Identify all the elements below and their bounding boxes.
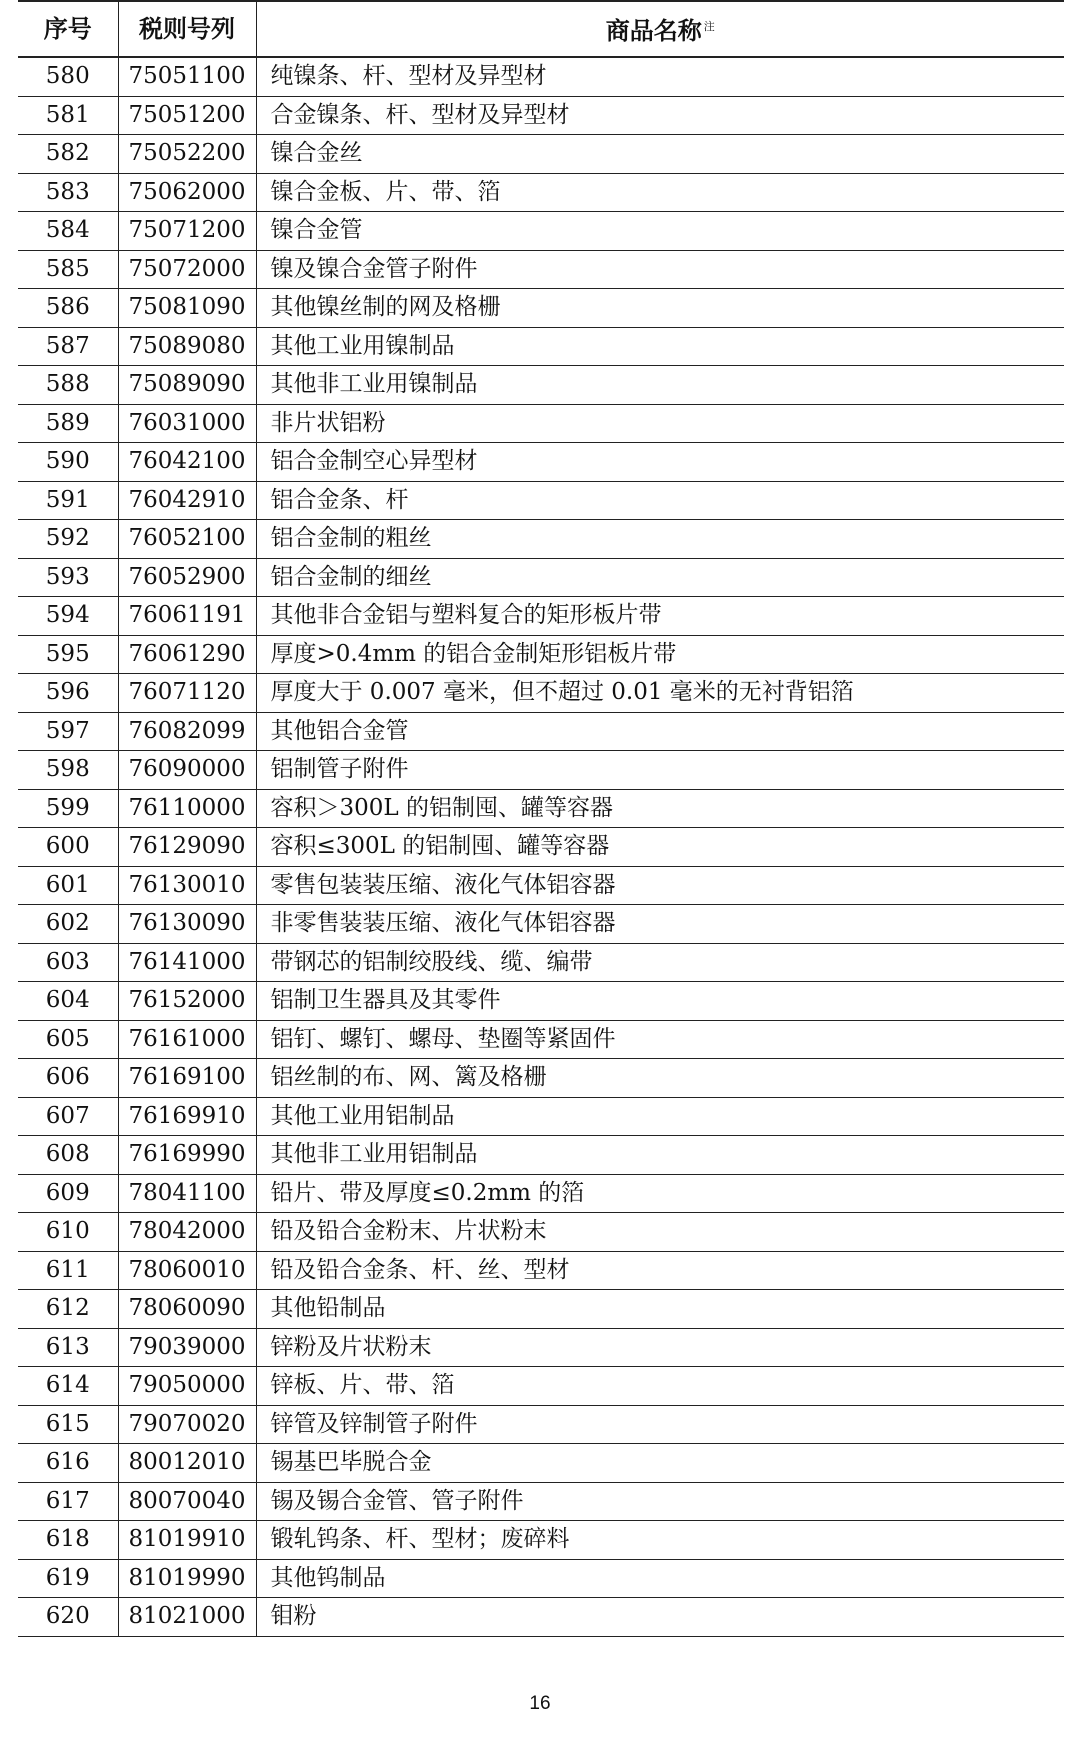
cell-seq: 615 [18,1405,118,1444]
cell-seq: 612 [18,1290,118,1329]
header-name: 商品名称 [605,17,702,45]
table-row [18,212,1064,251]
cell-code: 76169100 [118,1059,256,1098]
table-body [18,57,1064,1636]
cell-code: 79039000 [118,1328,256,1367]
cell-code: 76152000 [118,982,256,1021]
cell-seq: 587 [18,327,118,366]
table-row [18,905,1064,944]
cell-seq: 598 [18,751,118,790]
cell-name: 非零售装装压缩、液化气体铝容器 [270,910,616,936]
cell-code: 78042000 [118,1213,256,1252]
table-row [18,366,1064,405]
cell-seq: 584 [18,212,118,251]
cell-name: 锌粉及片状粉末 [270,1333,432,1360]
cell-name: 镍合金丝 [270,140,363,166]
cell-code: 76169990 [118,1136,256,1175]
table-row [18,751,1064,790]
cell-seq: 613 [18,1328,118,1367]
table-row [18,712,1064,751]
cell-code: 80070040 [118,1482,256,1521]
cell-seq: 585 [18,250,118,289]
cell-seq: 604 [18,982,118,1021]
cell-code: 76061290 [118,635,256,674]
cell-code: 81021000 [118,1598,256,1637]
cell-seq: 602 [18,905,118,944]
table-row [18,135,1064,174]
cell-code: 78060010 [118,1251,256,1290]
table-row [18,1598,1064,1637]
table-row [18,404,1064,443]
table-row [18,1405,1064,1444]
cell-name: 厚度大于 0.007 毫米，但不超过 0.01 毫米的无衬背铝箔 [270,679,854,705]
cell-name: 铅片、带及厚度≤0.2mm 的箔 [270,1179,585,1206]
table-row [18,789,1064,828]
cell-seq: 596 [18,674,118,713]
header-code: 税则号列 [118,1,256,57]
table-row [18,250,1064,289]
cell-code: 78041100 [118,1174,256,1213]
table-row [18,96,1064,135]
cell-code: 75052200 [118,135,256,174]
cell-seq: 614 [18,1367,118,1406]
cell-code: 75089090 [118,366,256,405]
cell-name: 容积＞300L 的铝制囤、罐等容器 [270,794,613,821]
cell-name: 铝制卫生器具及其零件 [270,987,501,1013]
header-name-cell [256,1,1064,57]
cell-name: 铝合金制的细丝 [270,563,432,590]
cell-code: 76130090 [118,905,256,944]
cell-name: 镍及镍合金管子附件 [270,255,478,282]
cell-code: 76071120 [118,674,256,713]
table-row [18,1328,1064,1367]
cell-seq: 618 [18,1521,118,1560]
cell-name: 铝合金制空心异型材 [270,448,478,474]
cell-name: 其他钨制品 [270,1564,386,1591]
cell-code: 75062000 [118,173,256,212]
cell-seq: 611 [18,1251,118,1290]
header-seq: 序号 [18,1,118,57]
table-row [18,1136,1064,1175]
cell-seq: 597 [18,712,118,751]
table-row [18,520,1064,559]
cell-code: 75089080 [118,327,256,366]
cell-name: 纯镍条、杆、型材及异型材 [270,63,547,89]
cell-name: 铅及铅合金条、杆、丝、型材 [270,1256,570,1283]
cell-name: 镍合金板、片、带、箔 [270,178,501,205]
cell-name: 其他非合金铝与塑料复合的矩形板片带 [270,602,662,628]
cell-name: 锡及锡合金管、管子附件 [270,1487,524,1514]
table-row [18,1251,1064,1290]
cell-code: 75051100 [118,57,256,96]
table-row [18,1020,1064,1059]
cell-code: 75081090 [118,289,256,328]
cell-name: 带钢芯的铝制绞股线、缆、编带 [270,948,593,975]
cell-name: 其他镍丝制的网及格栅 [270,294,501,320]
cell-seq: 593 [18,558,118,597]
table-row [18,597,1064,636]
cell-name: 铝钉、螺钉、螺母、垫圈等紧固件 [270,1025,616,1052]
cell-seq: 583 [18,173,118,212]
cell-code: 75051200 [118,96,256,135]
cell-name: 铝丝制的布、网、篱及格栅 [270,1064,547,1090]
cell-name: 钼粉 [270,1603,317,1629]
cell-seq: 581 [18,96,118,135]
table-row [18,635,1064,674]
table-row [18,558,1064,597]
cell-name: 其他铅制品 [270,1295,386,1321]
document-page [18,0,1064,1637]
cell-seq: 601 [18,866,118,905]
cell-seq: 595 [18,635,118,674]
cell-code: 76061191 [118,597,256,636]
cell-seq: 582 [18,135,118,174]
table-row [18,443,1064,482]
cell-code: 76141000 [118,943,256,982]
table-row [18,1213,1064,1252]
cell-code: 79070020 [118,1405,256,1444]
table-row [18,943,1064,982]
cell-code: 76161000 [118,1020,256,1059]
cell-code: 76082099 [118,712,256,751]
cell-seq: 619 [18,1559,118,1598]
page-number: 16 [529,1693,551,1714]
cell-name: 其他工业用铝制品 [270,1102,455,1129]
cell-name: 非片状铝粉 [270,409,386,436]
cell-code: 76169910 [118,1097,256,1136]
cell-seq: 608 [18,1136,118,1175]
table-row [18,1521,1064,1560]
cell-code: 76052900 [118,558,256,597]
table-row [18,1174,1064,1213]
cell-seq: 603 [18,943,118,982]
table-row [18,1290,1064,1329]
table-row [18,1097,1064,1136]
table-row [18,1482,1064,1521]
table-row [18,1444,1064,1483]
cell-seq: 609 [18,1174,118,1213]
cell-name: 其他铝合金管 [270,717,409,744]
cell-name: 铝合金条、杆 [270,486,409,513]
cell-code: 81019910 [118,1521,256,1560]
cell-seq: 620 [18,1598,118,1637]
cell-seq: 586 [18,289,118,328]
table-row [18,866,1064,905]
cell-name: 铝制管子附件 [270,756,409,782]
table-row [18,327,1064,366]
header-note: 注 [703,20,715,33]
cell-name: 零售包装装压缩、液化气体铝容器 [270,871,616,898]
cell-name: 其他工业用镍制品 [270,332,455,359]
cell-name: 锡基巴毕脱合金 [270,1449,432,1475]
cell-code: 75072000 [118,250,256,289]
cell-code: 75071200 [118,212,256,251]
cell-code: 81019990 [118,1559,256,1598]
table-row [18,289,1064,328]
cell-seq: 592 [18,520,118,559]
cell-seq: 606 [18,1059,118,1098]
cell-name: 锌管及锌制管子附件 [270,1410,478,1437]
cell-code: 76042100 [118,443,256,482]
cell-name: 容积≤300L 的铝制囤、罐等容器 [270,833,610,859]
cell-name: 其他非工业用镍制品 [270,371,478,397]
table-row [18,481,1064,520]
table-row [18,982,1064,1021]
cell-seq: 610 [18,1213,118,1252]
cell-code: 80012010 [118,1444,256,1483]
cell-seq: 605 [18,1020,118,1059]
cell-name: 其他非工业用铝制品 [270,1141,478,1167]
cell-code: 76090000 [118,751,256,790]
cell-seq: 616 [18,1444,118,1483]
cell-seq: 607 [18,1097,118,1136]
cell-seq: 588 [18,366,118,405]
cell-name: 镍合金管 [270,217,363,243]
table-row [18,1059,1064,1098]
table-row [18,1559,1064,1598]
cell-code: 76130010 [118,866,256,905]
table-row [18,173,1064,212]
cell-seq: 590 [18,443,118,482]
cell-name: 铝合金制的粗丝 [270,525,432,551]
cell-name: 锻轧钨条、杆、型材；废碎料 [270,1526,570,1552]
cell-code: 76052100 [118,520,256,559]
cell-code: 76031000 [118,404,256,443]
tariff-table [18,0,1064,1637]
cell-code: 79050000 [118,1367,256,1406]
cell-seq: 589 [18,404,118,443]
cell-code: 76129090 [118,828,256,867]
table-row [18,1367,1064,1406]
cell-name: 锌板、片、带、箔 [270,1372,455,1398]
cell-seq: 594 [18,597,118,636]
cell-seq: 600 [18,828,118,867]
cell-code: 76110000 [118,789,256,828]
cell-seq: 599 [18,789,118,828]
table-header-row [18,1,1064,57]
cell-name: 合金镍条、杆、型材及异型材 [270,101,570,128]
cell-seq: 617 [18,1482,118,1521]
cell-name: 厚度>0.4mm 的铝合金制矩形铝板片带 [270,640,677,667]
table-row [18,57,1064,96]
cell-code: 78060090 [118,1290,256,1329]
cell-code: 76042910 [118,481,256,520]
cell-seq: 591 [18,481,118,520]
table-row [18,674,1064,713]
cell-name: 铅及铅合金粉末、片状粉末 [270,1218,547,1244]
cell-seq: 580 [18,57,118,96]
table-row [18,828,1064,867]
